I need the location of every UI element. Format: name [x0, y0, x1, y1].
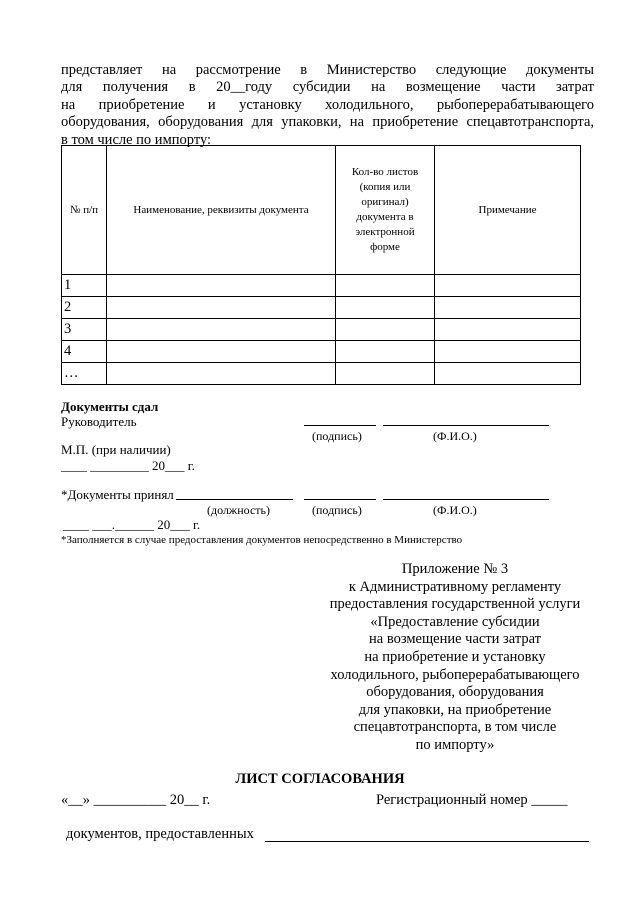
intro-paragraph	[61, 62, 594, 149]
appendix-line: на приобретение и установку	[364, 648, 546, 665]
sheet-count-cell[interactable]	[336, 275, 435, 297]
document-name-cell[interactable]	[107, 297, 336, 319]
appendix-line: к Административному регламенту	[348, 578, 562, 595]
appendix-line: спецавтотранспорта, в том числе	[353, 719, 557, 736]
table-header-row	[62, 146, 581, 275]
head-name-caption: (Ф.И.О.)	[433, 429, 477, 443]
sheet-count-cell[interactable]	[336, 341, 435, 363]
registration-number: Регистрационный номер _____	[376, 792, 568, 808]
accepted-name-caption: (Ф.И.О.)	[433, 503, 477, 517]
head-signature-caption: (подпись)	[312, 429, 362, 443]
document-name-cell[interactable]	[107, 319, 336, 341]
accepted-signature-caption: (подпись)	[312, 503, 362, 517]
head-name-line[interactable]	[383, 425, 549, 426]
appendix-line: на возмещение части затрат	[369, 631, 541, 648]
appendix-line: Приложение № 3	[401, 561, 509, 577]
approval-title: ЛИСТ СОГЛАСОВАНИЯ	[235, 771, 405, 787]
appendix-block	[300, 561, 610, 755]
accepted-name-line[interactable]	[383, 499, 549, 500]
row-number-cell: 2	[62, 297, 107, 319]
sheet-count-cell[interactable]	[336, 363, 435, 385]
head-label: Руководитель	[61, 414, 137, 429]
appendix-line: по импорту»	[415, 736, 495, 753]
column-header-sheet-count: Кол-во листов (копия или оригинал) документа в электронной форме	[336, 146, 435, 275]
column-header-document-name: Наименование, реквизиты документа	[107, 146, 336, 275]
table-row	[62, 319, 581, 341]
footnote: *Заполняется в случае предоставления документов непосредственно в Министерство	[61, 534, 463, 546]
appendix-line: для упаковки, на приобретение	[358, 701, 552, 718]
table-row	[62, 363, 581, 385]
row-number-cell: …	[62, 363, 107, 385]
intro-line: в том числе по импорту:	[61, 131, 212, 148]
documents-from-line[interactable]	[265, 841, 589, 842]
appendix-line: холодильного, рыбоперерабатывающего	[330, 666, 580, 683]
row-number-cell: 4	[62, 341, 107, 363]
note-cell[interactable]	[435, 363, 581, 385]
submitted-heading: Документы сдал	[61, 399, 159, 414]
appendix-line: «Предоставление субсидии	[370, 613, 540, 630]
intro-line: представляет на рассмотрение в Министерство следующие документы	[61, 62, 594, 78]
accepted-label: *Документы принял	[61, 487, 174, 502]
stamp-label: М.П. (при наличии)	[61, 442, 171, 457]
table-row	[62, 275, 581, 297]
accepted-date-line: ____ ___.______ 20___ г.	[63, 517, 201, 532]
row-number-cell: 1	[62, 275, 107, 297]
sheet-count-cell[interactable]	[336, 319, 435, 341]
appendix-line: оборудования, оборудования	[366, 684, 544, 701]
intro-line: на приобретение и установку холодильного, рыбоперерабатывающего	[61, 96, 594, 113]
document-name-cell[interactable]	[107, 341, 336, 363]
accepted-signature-line[interactable]	[304, 499, 376, 500]
head-signature-line[interactable]	[304, 425, 376, 426]
documents-from-label: документов, предоставленных	[66, 826, 254, 842]
approval-date-line: «__» __________ 20__ г.	[61, 792, 211, 808]
note-cell[interactable]	[435, 319, 581, 341]
document-name-cell[interactable]	[107, 275, 336, 297]
submitted-date-line: ____ _________ 20___ г.	[61, 458, 195, 473]
column-header-number: № п/п	[62, 146, 107, 275]
appendix-line: предоставления государственной услуги	[329, 596, 581, 613]
column-header-note: Примечание	[435, 146, 581, 275]
document-name-cell[interactable]	[107, 363, 336, 385]
table-row	[62, 341, 581, 363]
note-cell[interactable]	[435, 297, 581, 319]
intro-line: для получения в 20__году субсидии на возмещение части затрат	[61, 79, 594, 96]
row-number-cell: 3	[62, 319, 107, 341]
documents-table	[61, 145, 581, 385]
note-cell[interactable]	[435, 275, 581, 297]
table-row	[62, 297, 581, 319]
intro-line: оборудования, оборудования для упаковки, на приобретение спецавтотранспорта,	[61, 114, 594, 131]
accepted-position-caption: (должность)	[207, 503, 270, 517]
sheet-count-cell[interactable]	[336, 297, 435, 319]
accepted-position-line[interactable]	[176, 499, 293, 500]
note-cell[interactable]	[435, 341, 581, 363]
